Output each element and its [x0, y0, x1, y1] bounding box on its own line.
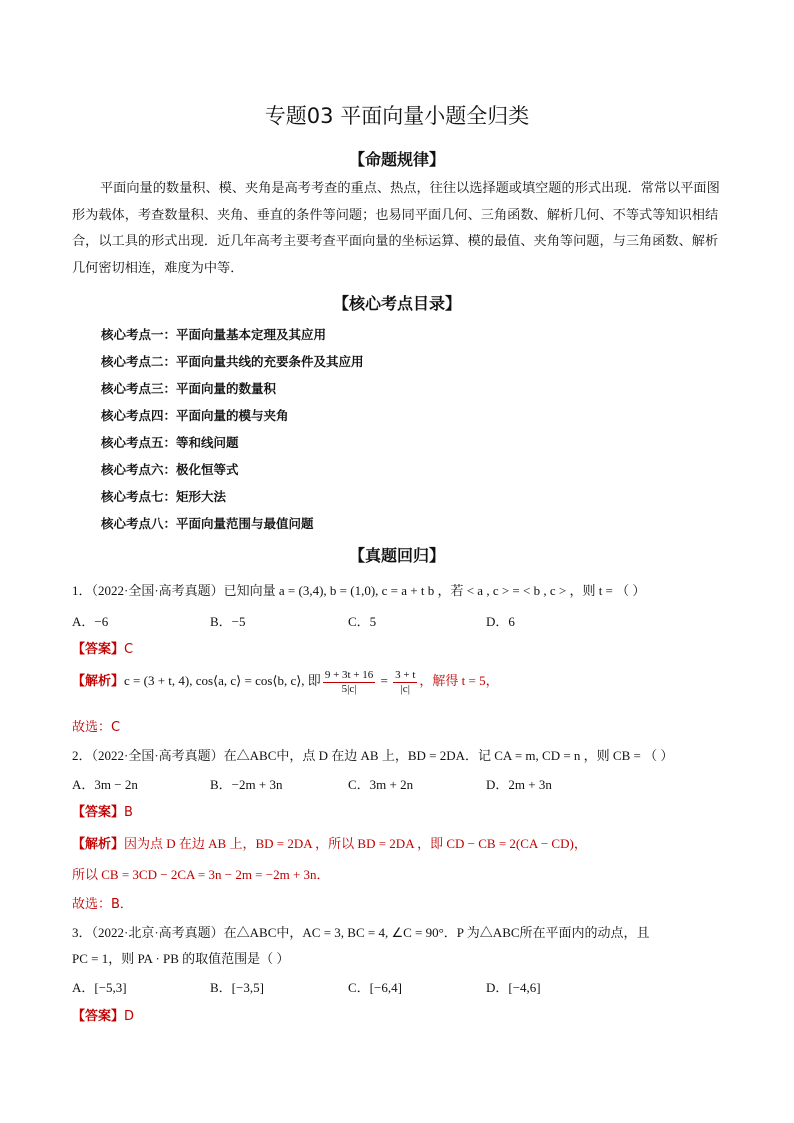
- q3-answer: [72, 1005, 134, 1024]
- catalog-item-4: 核心考点四：平面向量的模与夹角: [101, 408, 289, 423]
- catalog-item-3: 核心考点三：平面向量的数量积: [101, 381, 277, 396]
- q1-frac1-num: 9 + 3t + 16: [324, 668, 374, 681]
- q1-fraction-right: [393, 669, 417, 696]
- q2-option-b: B．−2m + 3n: [210, 777, 283, 792]
- q3-option-d: D．[−4,6]: [486, 980, 541, 995]
- q2-analysis-label: 【解析】: [72, 837, 125, 852]
- catalog-item-1: 核心考点一：平面向量基本定理及其应用: [101, 327, 327, 342]
- section-heading-real: 【真题回归】: [348, 546, 445, 565]
- q1-frac2-den: |c|: [400, 682, 410, 695]
- q1-choose: 故选：C: [72, 720, 121, 735]
- q2-answer: [72, 801, 133, 820]
- q1-answer: [72, 638, 133, 657]
- q1-answer-label: 【答案】: [72, 642, 125, 657]
- section-heading-rules: 【命题规律】: [348, 150, 445, 169]
- catalog-item-5: 核心考点五：等和线问题: [101, 435, 239, 450]
- q2-stem: 2．（2022·全国·高考真题）在△ABC中，点 D 在边 AB 上，BD = 2DA．记 CA = m, CD = n ，则 CB = （ ）: [72, 748, 674, 763]
- page-title: 专题03 平面向量小题全归类: [264, 104, 530, 128]
- q1-frac2-num: 3 + t: [395, 668, 416, 681]
- q1-analysis-label: 【解析】: [72, 674, 125, 689]
- q1-option-c: C．5: [348, 614, 377, 629]
- catalog-item-2: 核心考点二：平面向量共线的充要条件及其应用: [101, 354, 364, 369]
- q3-answer-label: 【答案】: [72, 1009, 125, 1024]
- q2-answer-value: B: [124, 805, 133, 820]
- q3-stem-line-2: PC = 1，则 PA · PB 的取值范围是（ ）: [72, 951, 290, 966]
- q1-fraction-left: [323, 669, 375, 696]
- q2-analysis-line-1: 因为点 D 在边 AB 上，BD = 2DA ，所以 BD = 2DA ，即 CD − CB = 2(CA − CD)，: [124, 836, 587, 851]
- section-heading-catalog: 【核心考点目录】: [332, 294, 461, 313]
- q1-frac1-den: 5|c|: [341, 682, 357, 695]
- q1-analysis: 【解析】c = (3 + t, 4), cos⟨a, c⟩ = cos⟨b, c⟩, 即 $\frac{9 + 3t + 16}{5|c|}$ = $\frac{3 + t}{|c|}$ ，解得 t = 5，: [72, 668, 499, 695]
- q1-option-a: A．−6: [72, 614, 109, 629]
- q2-choose: 故选：B．: [72, 897, 133, 912]
- q3-stem-line-1: 3．（2022·北京·高考真题）在△ABC中，AC = 3, BC = 4, ∠C = 90°．P 为△ABC所在平面内的动点，且: [72, 925, 650, 940]
- q3-option-b: B．[−3,5]: [210, 980, 264, 995]
- rules-paragraph: [72, 176, 720, 282]
- q2-option-a: A．3m − 2n: [72, 777, 138, 792]
- q1-stem: 1．（2022·全国·高考真题）已知向量 a = (3,4), b = (1,0), c = a + t b ，若 < a , c > = < b , c > ，则 t = （ ）: [72, 583, 646, 598]
- q1-analysis-text-b: ，解得 t = 5，: [419, 673, 499, 688]
- catalog-item-7: 核心考点七：矩形大法: [101, 489, 227, 504]
- q3-option-a: A．[−5,3]: [72, 980, 127, 995]
- q1-analysis-text-a: c = (3 + t, 4), cos⟨a, c⟩ = cos⟨b, c⟩, 即: [124, 673, 321, 688]
- q1-option-d: D．6: [486, 614, 515, 629]
- q2-analysis: [72, 833, 587, 852]
- q2-analysis-line-2: 所以 CB = 3CD − 2CA = 3n − 2m = −2m + 3n．: [72, 867, 330, 882]
- q2-option-c: C．3m + 2n: [348, 777, 414, 792]
- q1-option-b: B．−5: [210, 614, 246, 629]
- catalog-item-8: 核心考点八：平面向量范围与最值问题: [101, 516, 314, 531]
- q2-answer-label: 【答案】: [72, 805, 125, 820]
- q2-option-d: D．2m + 3n: [486, 777, 552, 792]
- q3-answer-value: D: [124, 1009, 135, 1024]
- q3-option-c: C．[−6,4]: [348, 980, 402, 995]
- rules-text: 平面向量的数量积、模、夹角是高考考查的重点、热点，往往以选择题或填空题的形式出现．常常以平面图形为载体，考查数量积、夹角、垂直的条件等问题；也易同平面几何、三角函数、解析几何、不等式等知识相结合，以工具的形式出现．近几年高考主要考查平面向量的坐标运算、模的最值、夹角等问题，与三角函数、解析几何密切相连，难度为中等．: [72, 181, 720, 276]
- q1-answer-value: C: [124, 642, 134, 657]
- catalog-item-6: 核心考点六：极化恒等式: [101, 462, 239, 477]
